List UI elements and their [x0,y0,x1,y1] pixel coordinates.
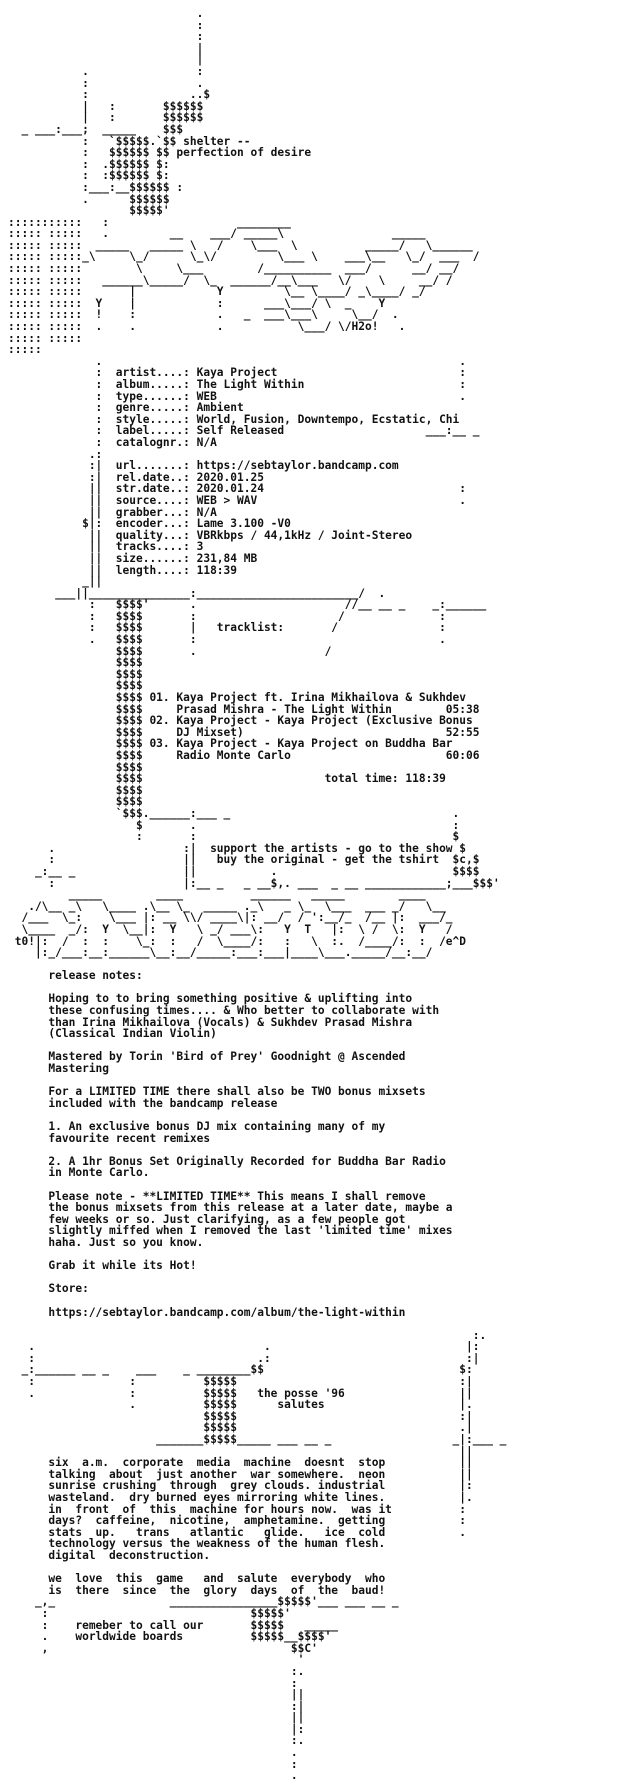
nfo-document [8,8,506,1782]
shelter-banner: . : : | | . : : . : ..$ | : $$$$$$ | : $$$$$$ _ ___:___; _____ $$$ : `$$$$$.`$$ shelter -- : $$$$$$ $$ perfection of desire : .$$$$$$ $: : :$$$$$$ $: :___:__$$$$$$ : . $$$$$$ $$$$$' [21,7,312,218]
release-notes-body: Hoping to to bring something positive & uplifting into these confusing times.... & Who better to collaborate with than Irina Mikhailova (Vocals) & Sukhdev Prasad Mishra (Classical Indian Violin) Mastered by Torin 'Bird of Prey' Goodnight @ Ascended Mastering For a LIMITED TIME there shall also be TWO bonus mixsets included with the bandcamp release 1. An exclusive bonus DJ mix containing many of my favourite recent remixes 2. A 1hr Bonus Set Originally Recorded for Buddha Bar Radio in Monte Carlo. Please note - **LIMITED TIME** This means I shall remove the bonus mixsets from this release at a later date, maybe a few weeks or so. Just clarifying, as a few people got slightly miffed when I removed the last 'limited time' mixes haha. Just so you know. Grab it while its Hot! Store: https://sebtaylor.bandcamp.com/album/the-light-within [48,992,453,1319]
footer-logo-art: _____ ____ ______ _____ ____ ./\__ _\ \____ .\__ \_ _____ ._\ _ \_ \___ ___ _/ \__ /___ \_: \___ |: __ \\/ ____\|: __/ / ':__/_ /__ |: ___/_ \____ _/: Y \__|: Y \ _/ ___\: Y T |: \ / \: Y / t0!|: / : : \_: : / \____/: : \ :. /____/: : /e^D |:_/___:__:______\__:__/_____:___:___|____\___._____/__:__/ [14,888,467,960]
group-logo-art: ::::::::::: : ________ ::::: ::::: . __ ___/ _____\ _____ ::::: ::::: _____ _____ \ / \___ \ _____/ \______ ::::: :::::_\ \_/ \_\/ \___ \ ___\__ \_/ ___ / ::::: ::::: \ \___ /__________ ___/ __/ __/ ::::: ::::: ______\_____/ \_ ______/__\___ \/ \ __/ / ::::: ::::: | Y \__ \____/ _\____/ _/ ::::: ::::: Y | : ___\___/ \ _ Y ::::: ::::: ! : . _ ___\___\ \__/ . ::::: ::::: . . . \___/ \/H2o! . ::::: ::::: ::::: [8,215,480,357]
release-info-block: . . : artist....: Kaya Project : : album.....: The Light Within : : type......: WEB . : genre.....: Ambient : style.....: World, Fusion, Downtempo, Ecstatic, Chi : label.....: Self Released ___:__ _ : catalognr.: N/A .: :| url.......: https://sebtaylor.bandcamp.com :| rel.date..: 2020.01.25 || str.date..: 2020.01.24 : || source....: WEB > WAV . || grabber...: N/A $|: encoder...: Lame 3.100 -V0 || quality...: VBRkbps / 44,1kHz / Joint-Stereo || tracks....: 3 || size......: 231,84 MB || length....: 118:39 _|| ___||_______________:________________________/ . : $$$$' . //__ __ _ _:______ : $$$$ : / : : $$$$ | tracklist: / : . $$$$ : . $$$$ . / [55,354,487,658]
posse-salute-block: :. . . |: : .: :| _:______ __ _ ___ _ ________$$ $: : : $$$$$ :| . : $$$$$ the posse '96 || . $$$$$ salutes |. $$$$$ :| $$$$$ .| _______$$$$$_____ ___ __ _ _|:___ _ || six a.m. corporate media machine doesnt stop || talking about just another war somewhere. neon || sunrise crushing through grey clouds. industrial |: wasteland. dry burned eyes mirroring white lines. |. in front of this machine for hours now. was it : days? caffeine, nicotine, amphetamine. getting : stats up. trans atlantic glide. ice cold . technology versus the weakness of the human flesh. digital deconstruction. we love this game and salute everybody who is there since the glory days of the baud! _,_ ________________$$$$$'___ ___ __ _ : $$$$$' : remeber to call our $$$$$ _____ . worldwide boards $$$$$__$$$$' , $$C' ' :. : || :| || |: :. . : . [21,1328,507,1783]
tracklist-block: $$$$ $$$$ $$$$ $$$$ 01. Kaya Project ft. Irina Mikhailova & Sukhdev $$$$ Prasad Mishra - The Light Within 05:38 $$$$ 02. Kaya Project - Kaya Project (Exclusive Bonus $$$$ DJ Mixset) 52:55 $$$$ 03. Kaya Project - Kaya Project on Buddha Bar $$$$ Radio Monte Carlo 60:06 $$$$ $$$$ total time: 118:39 $$$$ $$$$ `$$$.______:___ _ . $ . : : : $ . :| support the artists - go to the show $ : || buy the original - get the tshirt $c,$ _:__ _ || . $$$$ : |:__ _ _ __$,. ___ _ __ ____________;___$$$' [34,656,500,890]
release-notes-heading: release notes: [48,969,143,983]
